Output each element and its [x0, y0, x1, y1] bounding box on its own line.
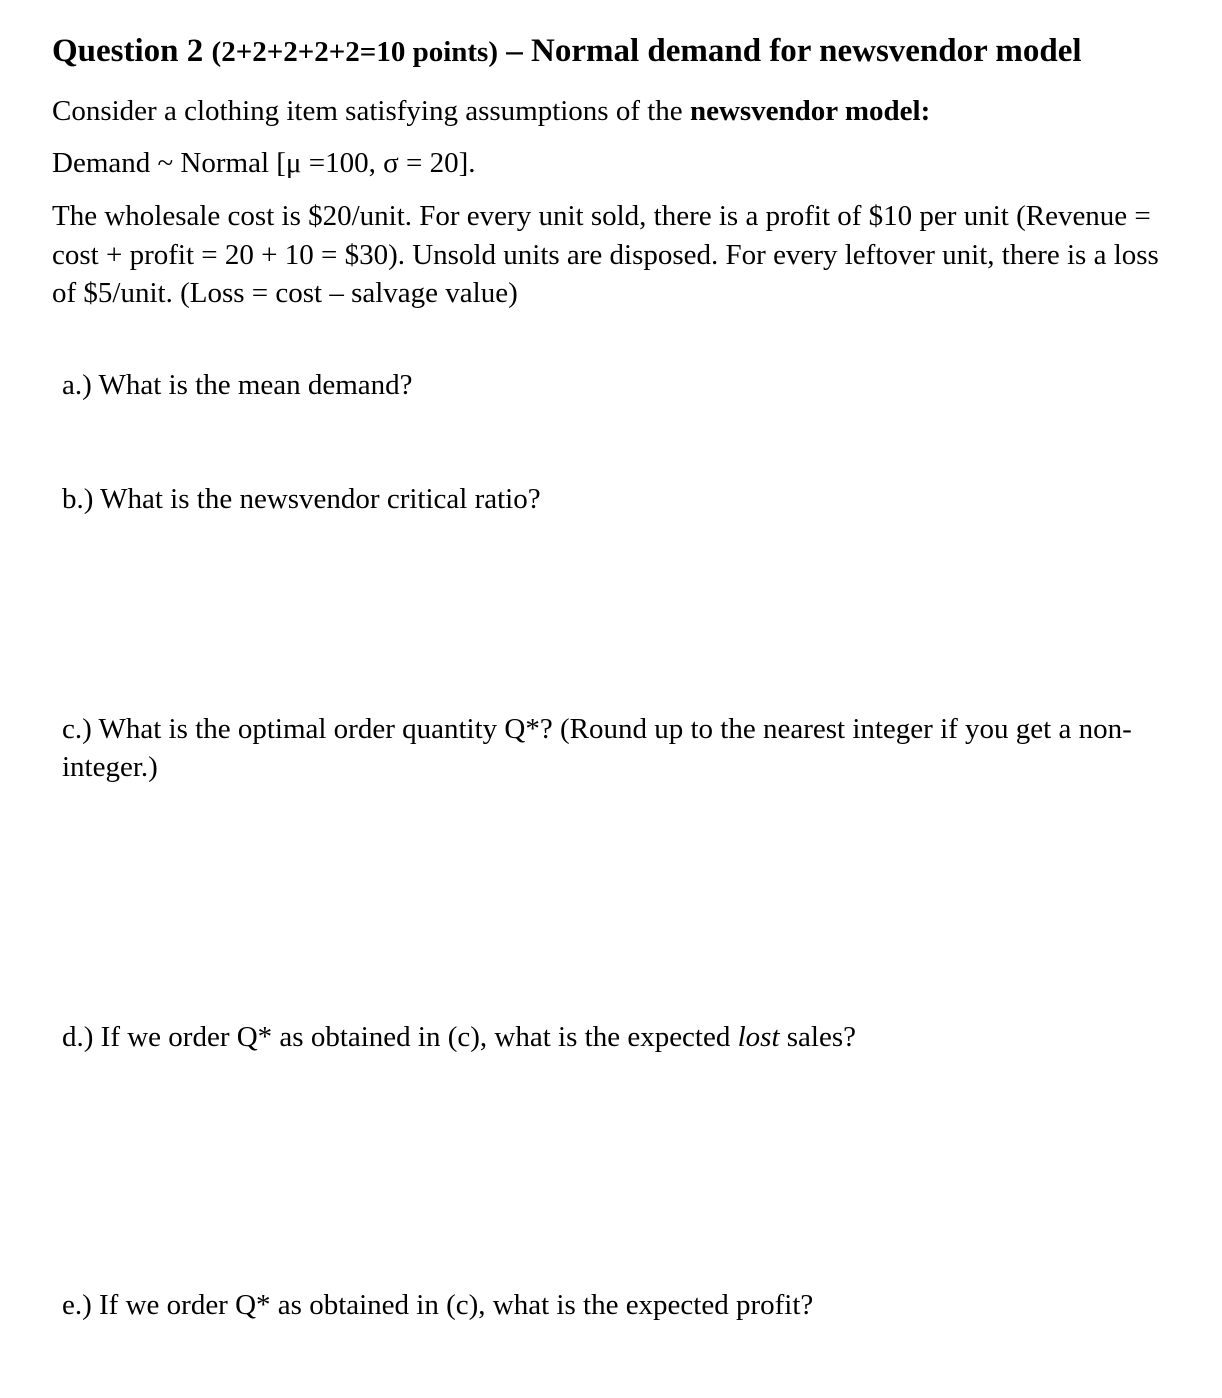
question-title — [52, 32, 1082, 71]
question-a: a.) What is the mean demand? — [62, 369, 413, 401]
intro-text: Consider a clothing item satisfying assumptions of the — [52, 95, 690, 127]
title-dash: – — [506, 33, 523, 69]
question-c: c.) What is the optimal order quantity Q*? (Round up to the nearest integer if you get a non-integer.) — [62, 713, 1132, 783]
cost-paragraph: The wholesale cost is $20/unit. For every unit sold, there is a profit of $10 per unit (Revenue = cost + profit = 20 + 10 = $30). Unsold units are disposed. For every leftover unit, there is a loss of $5/unit. (Loss = cost – salvage value) — [52, 200, 1159, 309]
question-d-text-before: d.) If we order Q* as obtained in (c), what is the expected — [62, 1021, 738, 1053]
question-d-text-after: sales? — [779, 1021, 857, 1053]
intro-bold-term: newsvendor model: — [689, 95, 931, 127]
question-e: e.) If we order Q* as obtained in (c), what is the expected profit? — [62, 1289, 814, 1321]
demand-distribution: Demand ~ Normal [μ =100, σ = 20]. — [52, 147, 476, 179]
question-subtitle: Normal demand for newsvendor model — [530, 33, 1082, 69]
question-points: (2+2+2+2+2=10 points) — [211, 36, 498, 68]
question-d — [62, 1018, 856, 1056]
question-b: b.) What is the newsvendor critical ratio? — [62, 483, 541, 515]
question-d-italic: lost — [737, 1021, 780, 1053]
intro-sentence — [52, 92, 930, 130]
question-number: Question 2 — [52, 33, 204, 69]
